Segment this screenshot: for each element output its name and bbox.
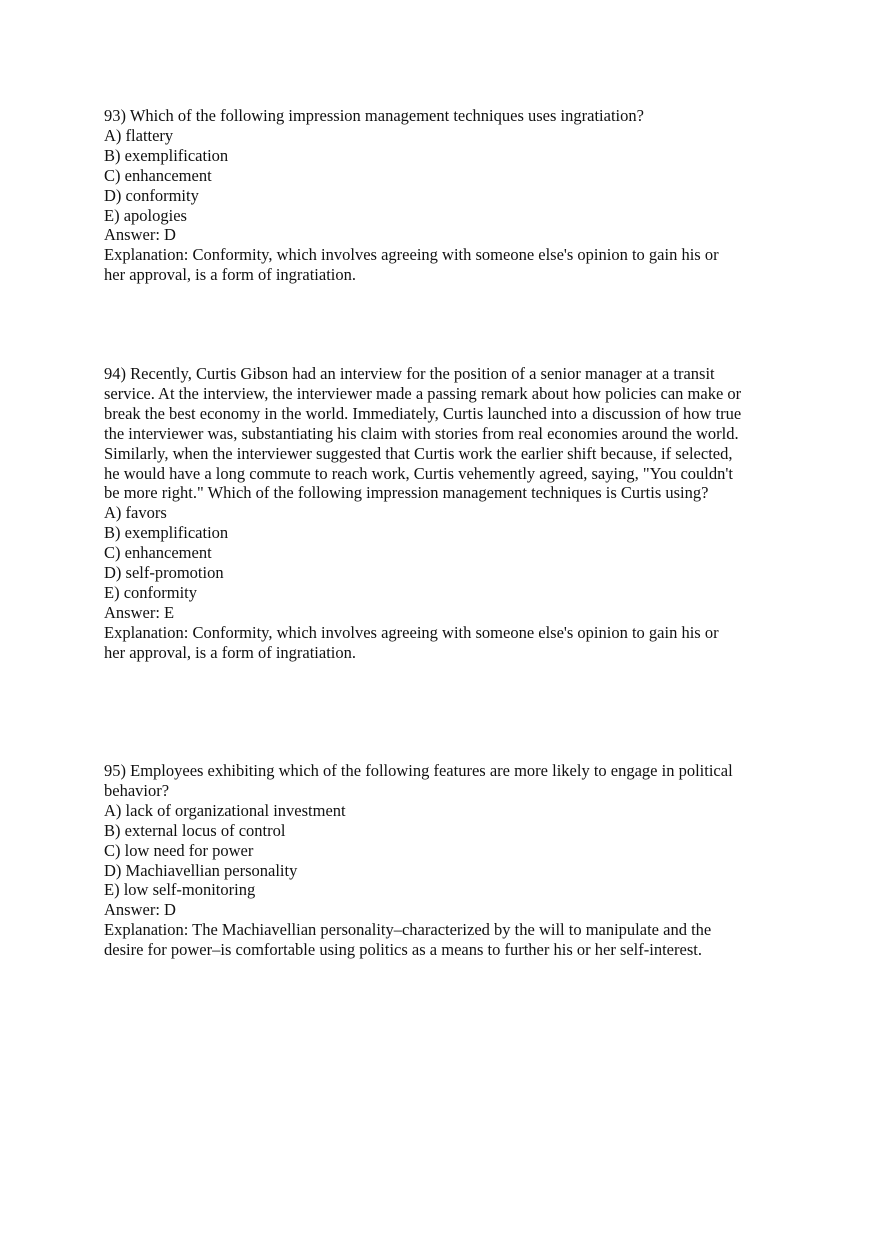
explanation-line: Explanation: Conformity, which involves agreeing with someone else's opinion to gain his or [104, 245, 719, 265]
option-a: A) lack of organizational investment [104, 800, 346, 820]
option-d: D) conformity [104, 185, 199, 205]
question-stem-line: the interviewer was, substantiating his claim with stories from real economies around the world. [104, 423, 739, 443]
question-stem-line: 94) Recently, Curtis Gibson had an interview for the position of a senior manager at a transit [104, 364, 715, 383]
question-stem-line: Similarly, when the interviewer suggested that Curtis work the earlier shift because, if selected, [104, 443, 733, 463]
question-stem-line: be more right." Which of the following impression management techniques is Curtis using? [104, 483, 709, 503]
explanation-line: desire for power–is comfortable using politics as a means to further his or her self-interest. [104, 940, 702, 960]
question-stem-line: break the best economy in the world. Immediately, Curtis launched into a discussion of how true [104, 403, 742, 423]
option-e: E) low self-monitoring [104, 880, 256, 900]
option-d: D) self-promotion [104, 563, 224, 583]
option-c: C) enhancement [104, 543, 212, 563]
option-d: D) Machiavellian personality [104, 860, 298, 880]
question-93 [104, 106, 784, 285]
question-stem: 93) Which of the following impression management techniques uses ingratiation? [104, 106, 644, 125]
explanation-line: her approval, is a form of ingratiation. [104, 642, 357, 662]
question-94 [104, 364, 784, 663]
question-stem-line: service. At the interview, the interviewer made a passing remark about how policies can make or [104, 383, 742, 403]
question-stem-line: he would have a long commute to reach work, Curtis vehemently agreed, saying, "You couldn't [104, 463, 733, 483]
explanation-line: Explanation: The Machiavellian personality–characterized by the will to manipulate and the [104, 920, 712, 940]
question-stem-line: behavior? [104, 780, 170, 800]
option-b: B) exemplification [104, 145, 229, 165]
option-a: A) favors [104, 503, 167, 523]
answer: Answer: D [104, 900, 176, 920]
answer: Answer: D [104, 225, 176, 245]
option-b: B) exemplification [104, 523, 229, 543]
option-a: A) flattery [104, 125, 174, 145]
option-c: C) low need for power [104, 840, 254, 860]
option-b: B) external locus of control [104, 820, 286, 840]
option-c: C) enhancement [104, 165, 212, 185]
question-stem-line: 95) Employees exhibiting which of the following features are more likely to engage in political [104, 761, 733, 780]
option-e: E) conformity [104, 582, 198, 602]
explanation-line: Explanation: Conformity, which involves agreeing with someone else's opinion to gain his or [104, 622, 719, 642]
question-95 [104, 761, 784, 960]
explanation-line: her approval, is a form of ingratiation. [104, 265, 357, 285]
option-e: E) apologies [104, 205, 187, 225]
answer: Answer: E [104, 602, 175, 622]
